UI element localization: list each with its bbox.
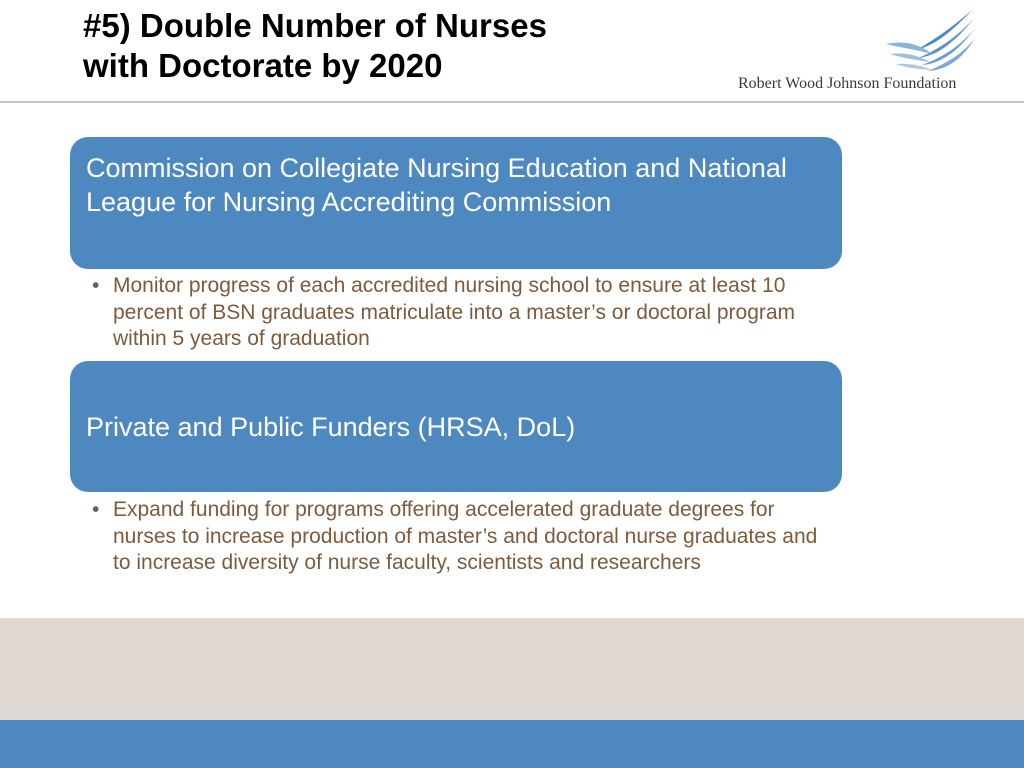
list-item xyxy=(92,273,822,353)
header-divider xyxy=(0,101,1024,103)
section-2-heading: Private and Public Funders (HRSA, DoL) xyxy=(86,411,576,442)
rwjf-wing-logo-icon xyxy=(886,10,976,76)
slide-title-line-2: with Doctorate by 2020 xyxy=(83,47,443,84)
list-item xyxy=(92,497,822,577)
bullet-text: Monitor progress of each accredited nursing school to ensure at least 10 percent of BSN graduates matriculate into a master’s or doctoral program within 5 years of graduation xyxy=(113,274,796,350)
bullet-icon: • xyxy=(92,498,100,521)
section-1-heading-box xyxy=(70,137,842,269)
bullet-icon: • xyxy=(92,274,100,297)
footer-band-gray xyxy=(0,618,1024,720)
logo-text: Robert Wood Johnson Foundation xyxy=(738,75,957,92)
rwjf-logo xyxy=(736,10,976,96)
slide-title-line-1: #5) Double Number of Nurses xyxy=(83,7,547,44)
section-1-bullet-list xyxy=(92,273,822,353)
section-1-heading: Commission on Collegiate Nursing Education and National League for Nursing Accrediting Commission xyxy=(86,153,787,217)
section-2-bullet-list xyxy=(92,497,822,577)
slide-title xyxy=(83,6,547,86)
footer-band-blue xyxy=(0,720,1024,768)
bullet-text: Expand funding for programs offering accelerated graduate degrees for nurses to increase production of master’s and doctoral nurse graduates and to increase diversity of nurse faculty, scientists and researchers xyxy=(113,498,818,574)
section-2-heading-box xyxy=(70,361,842,492)
